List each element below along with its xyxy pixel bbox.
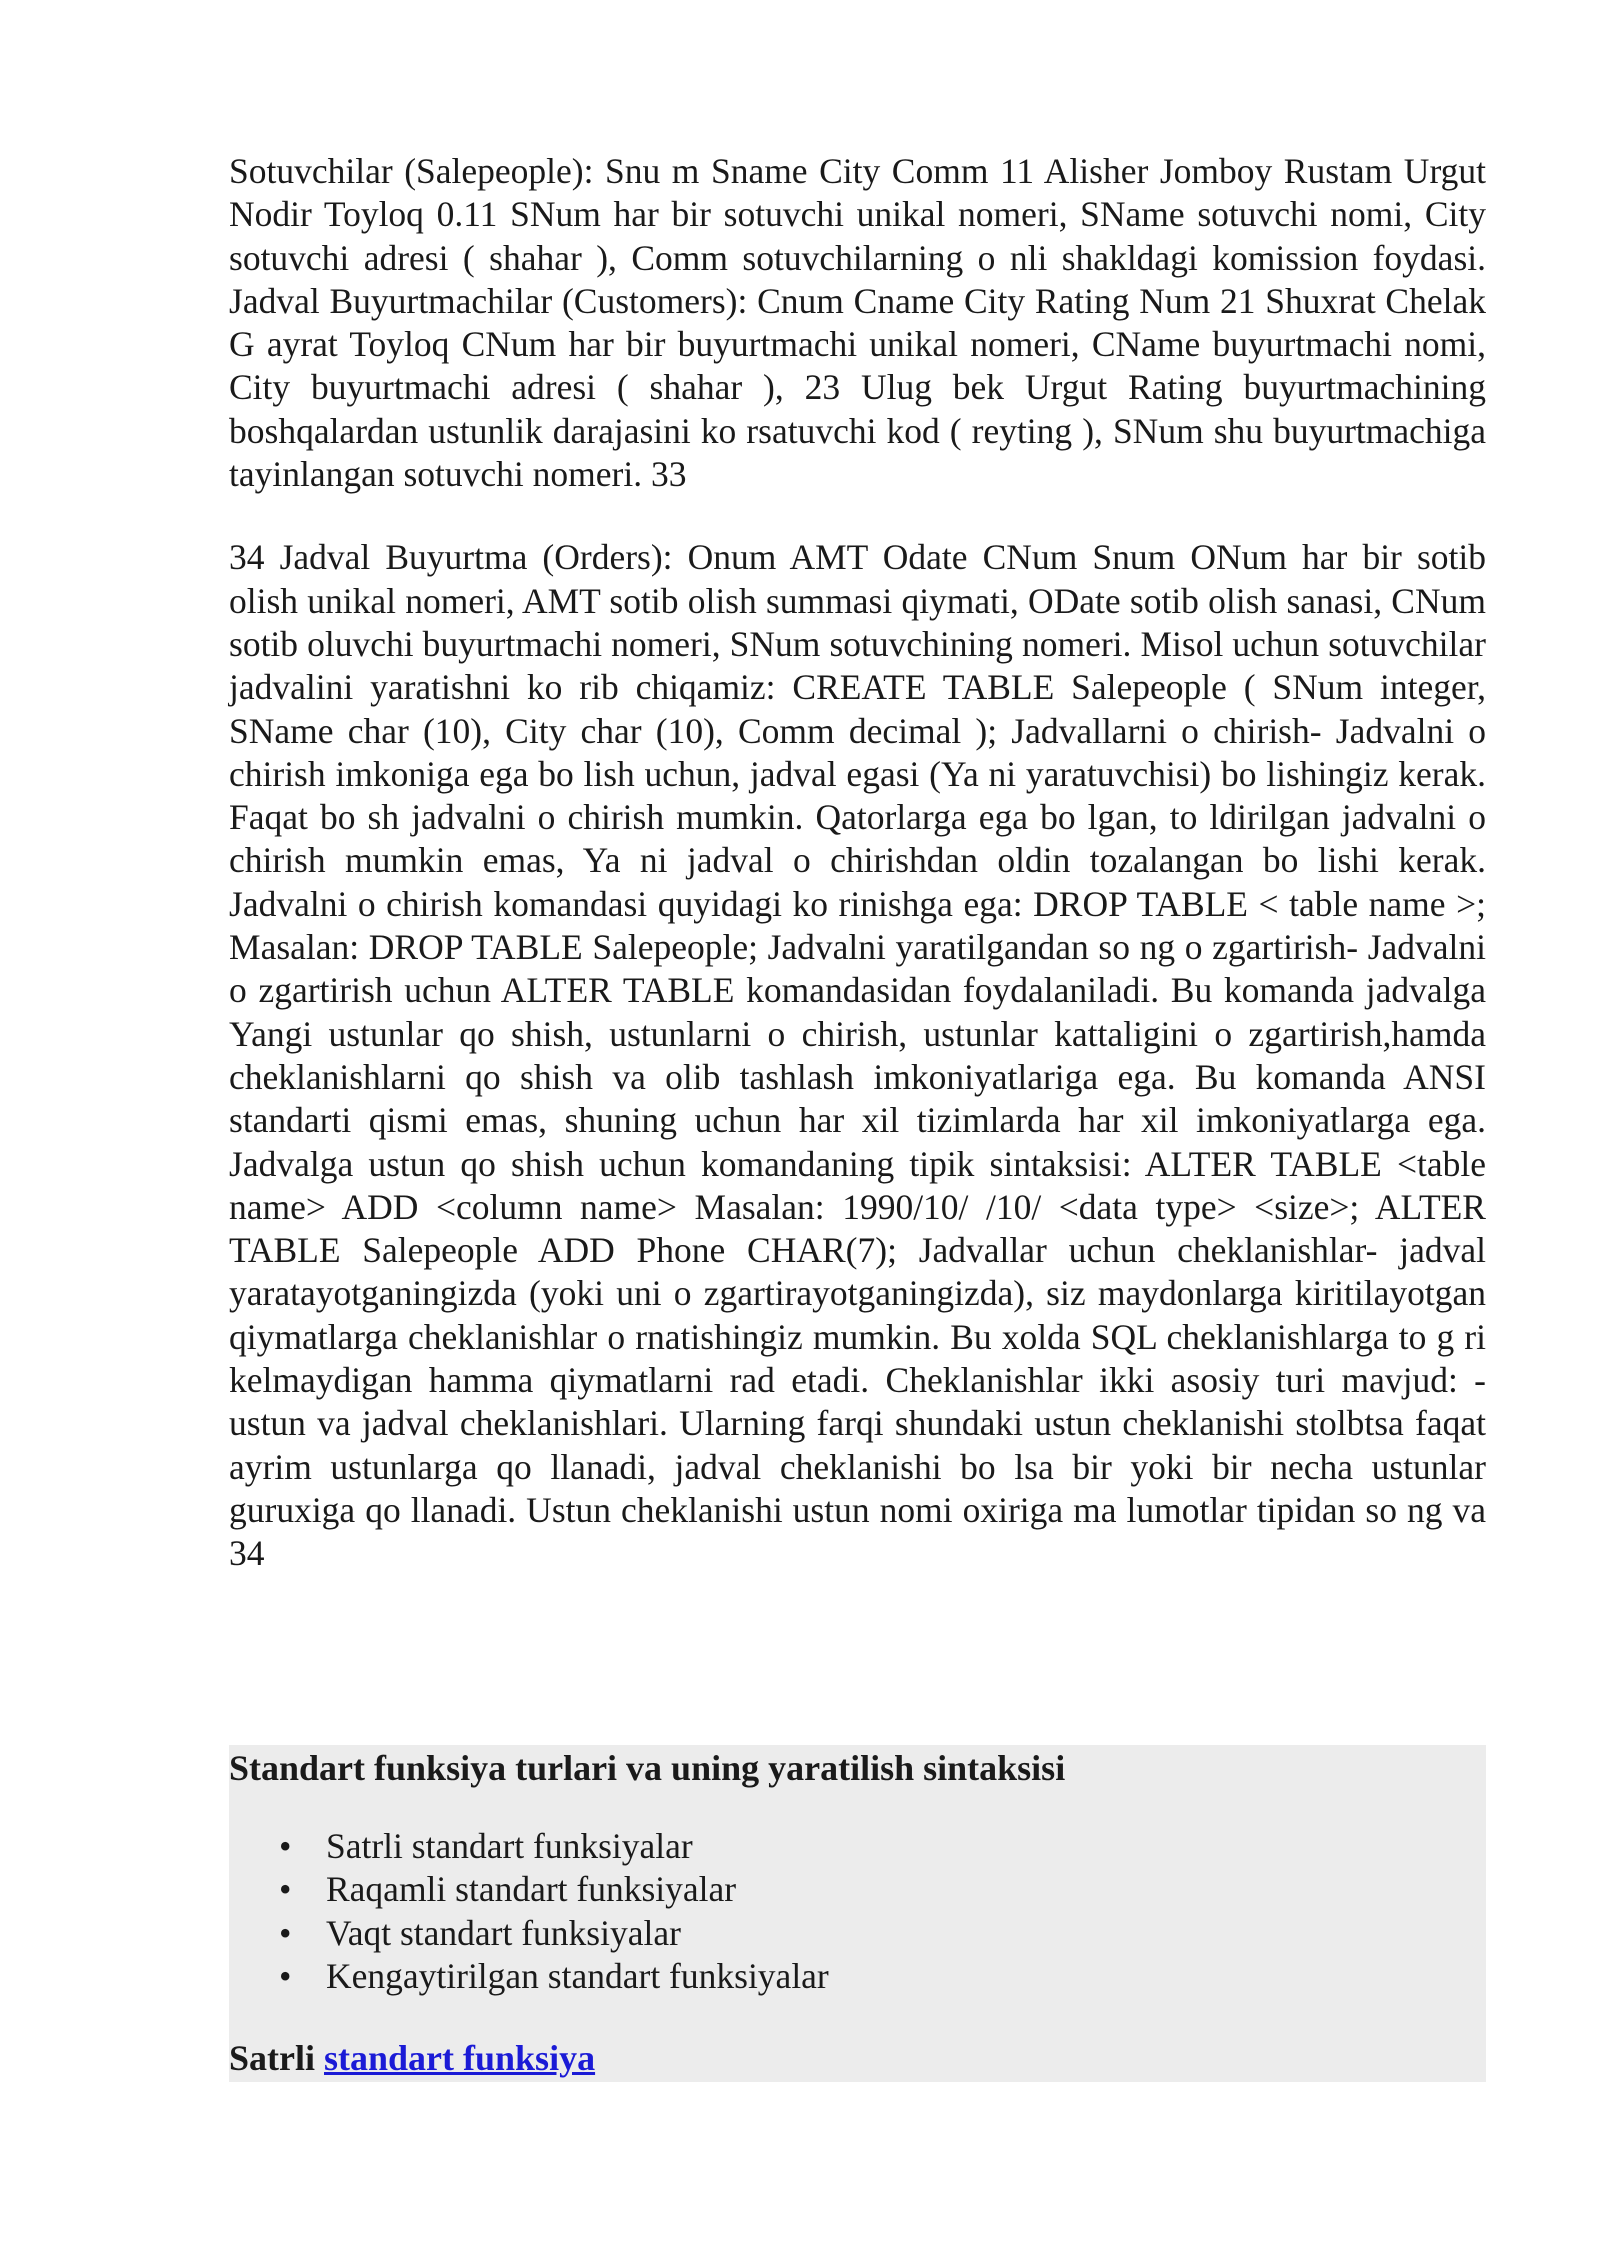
standard-functions-section — [229, 1745, 1486, 2082]
paragraph-orders-alter-table: 34 Jadval Buyurtma (Orders): Onum AMT Odate CNum Snum ONum har bir sotib olish unikal nomeri, AMT sotib olish summasi qiymati, ODate sotib olish sanasi, CNum sotib oluvchi buyurtmachi nomeri, SNum sotuvchining nomeri. Misol uchun sotuvchilar jadvalini yaratishni ko rib chiqamiz: CREATE TABLE Salepeople ( SNum integer, SName char (10), City char (10), Comm decimal ); Jadvallarni o chirish- Jadvalni o chirish imkoniga ega bo lish uchun, jadval egasi (Ya ni yaratuvchisi) bo lishingiz kerak. Faqat bo sh jadvalni o chirish mumkin. Qatorlarga ega bo lgan, to ldirilgan jadvalni o chirish mumkin emas, Ya ni jadval o chirishdan oldin tozalangan bo lishi kerak. Jadvalni o chirish komandasi quyidagi ko rinishga ega: DROP TABLE < table name >; Masalan: DROP TABLE Salepeople; Jadvalni yaratilgandan so ng o zgartirish- Jadvalni o zgartirish uchun ALTER TABLE komandasidan foydalaniladi. Bu komanda jadvalga Yangi ustunlar qo shish, ustunlarni o chirish, ustunlar kattaligini o zgartirish,hamda cheklanishlarni qo shish va olib tashlash imkoniyatlariga ega. Bu komanda ANSI standarti qismi emas, shuning uchun har xil tizimlarda har xil imkoniyatlarga ega. Jadvalga ustun qo shish uchun komandaning tipik sintaksisi: ALTER TABLE <table name> ADD <column name> Masalan: 1990/10/ /10/ <data type> <size>; ALTER TABLE Salepeople ADD Phone CHAR(7); Jadvallar uchun cheklanishlar- jadval yaratayotganingizda (yoki uni o zgartirayotganingizda), siz maydonlarga kiritilayotgan qiymatlarga cheklanishlar o rnatishingiz mumkin. Bu xolda SQL cheklanishlarga to g ri kelmaydigan hamma qiymatlarni rad etadi. Cheklanishlar ikki asosiy turi mavjud: - ustun va jadval cheklanishlari. Ularning farqi shundaki ustun cheklanishi stolbtsa faqat ayrim ustunlarga qo llanadi, jadval cheklanishi bo lsa bir yoki bir necha ustunlar guruxiga qo llanadi. Ustun cheklanishi ustun nomi oxiriga ma lumotlar tipidan so ng va 34 — [229, 537, 1486, 1574]
list-item-label: Raqamli standart funksiyalar — [326, 1869, 737, 1910]
bullet-icon: • — [279, 1912, 292, 1953]
paragraph-salepeople-customers: Sotuvchilar (Salepeople): Snu m Sname City Comm 11 Alisher Jomboy Rustam Urgut Nodir Toyloq 0.11 SNum har bir sotuvchi unikal nomeri, SName sotuvchi nomi, City sotuvchi adresi ( shahar ), Comm sotuvchilarning o nli shakldagi komission foydasi. Jadval Buyurtmachilar (Customers): Cnum Cname City Rating Num 21 Shuxrat Chelak G ayrat Toyloq CNum har bir buyurtmachi unikal nomeri, CName buyurtmachi nomi, City buyurtmachi adresi ( shahar ), 23 Ulug bek Urgut Rating buyurtmachining boshqalardan ustunlik darajasini ko rsatuvchi kod ( reyting ), SNum shu buyurtmachiga tayinlangan sotuvchi nomeri. 33 — [229, 151, 1486, 495]
subheading-string-functions — [229, 2035, 595, 2081]
subheading-prefix: Satrli — [229, 2038, 315, 2078]
list-item-label: Vaqt standart funksiyalar — [326, 1912, 681, 1953]
bullet-icon: • — [279, 1869, 292, 1910]
list-item — [229, 1825, 829, 1868]
list-item — [229, 1912, 829, 1955]
list-item — [229, 1955, 829, 1998]
bullet-icon: • — [279, 1955, 292, 1996]
list-item-label: Satrli standart funksiyalar — [326, 1826, 693, 1866]
section-heading: Standart funksiya turlari va uning yaratilish sintaksisi — [229, 1748, 1066, 1788]
list-item-label: Kengaytirilgan standart funksiyalar — [326, 1955, 829, 1996]
function-types-list — [229, 1825, 829, 1998]
standard-function-link[interactable]: standart funksiya — [324, 2038, 596, 2078]
bullet-icon: • — [279, 1826, 292, 1866]
document-body — [229, 150, 1486, 1576]
list-item — [229, 1868, 829, 1911]
